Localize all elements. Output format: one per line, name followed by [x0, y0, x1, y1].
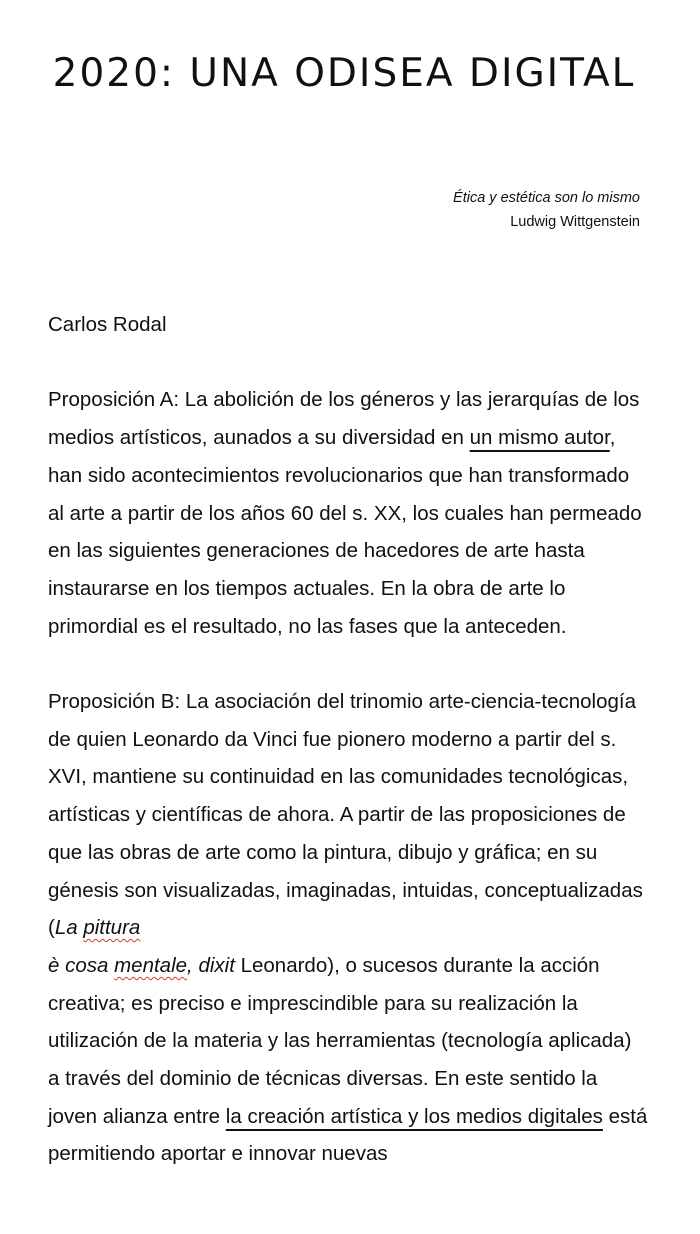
document-title: 2020: UNA ODISEA DIGITAL [52, 51, 636, 96]
proposition-b-text-1: Proposición B: La asociación del trinomio arte-ciencia-tecnología de quien Leonardo da Vinci fue pionero moderno a partir del s. XVI, mantiene su continuidad en las comunidades tecnológicas, artísticas y científicas de ahora. A partir de las proposiciones de que las obras de arte como la pintura, dibujo y gráfica; en su génesis son visualizadas, imaginadas, intuidas, conceptualizadas ( [48, 690, 643, 940]
epigraph-quote: Ética y estética son lo mismo [453, 190, 640, 206]
proposition-a-text-1: Proposición A: La abolición de los géneros y las jerarquías de los medios artísticos, aunados a su diversidad en [48, 388, 640, 450]
italic-dixit: , dixit [187, 953, 235, 977]
author-name: Carlos Rodal [48, 313, 167, 336]
proposition-a-underlined: un mismo autor [469, 426, 610, 450]
paragraph-spacer [48, 344, 648, 382]
epigraph [453, 186, 640, 234]
proposition-b-underlined: la creación artística y los medios digitales [225, 1104, 603, 1128]
italic-e-cosa: è cosa [48, 953, 115, 977]
proposition-a-text-2: , han sido acontecimientos revolucionarios que han transformado al arte a partir de los años 60 del s. XX, los cuales han permeado en las siguientes generaciones de hacedores de arte hasta instaurarse en los tiempos actuales. En la obra de arte lo primordial es el resultado, no las fases que la anteceden. [48, 426, 642, 638]
italic-la: La [54, 916, 84, 940]
proposition-b [48, 683, 648, 1173]
paragraph-spacer [48, 645, 648, 683]
proposition-b-text-3: está permitiendo aportar e innovar nuevas [48, 1104, 648, 1166]
italic-mentale: mentale [114, 953, 188, 977]
proposition-a [48, 381, 648, 645]
italic-pittura: pittura [83, 916, 141, 940]
epigraph-author: Ludwig Wittgenstein [510, 214, 640, 230]
proposition-b-text-2: Leonardo), o sucesos durante la acción creativa; es preciso e imprescindible para su realización la utilización de la materia y las herramientas (tecnología aplicada) a través del dominio de técnicas diversas. En este sentido la joven alianza entre [48, 953, 632, 1128]
document-body [48, 306, 648, 1173]
